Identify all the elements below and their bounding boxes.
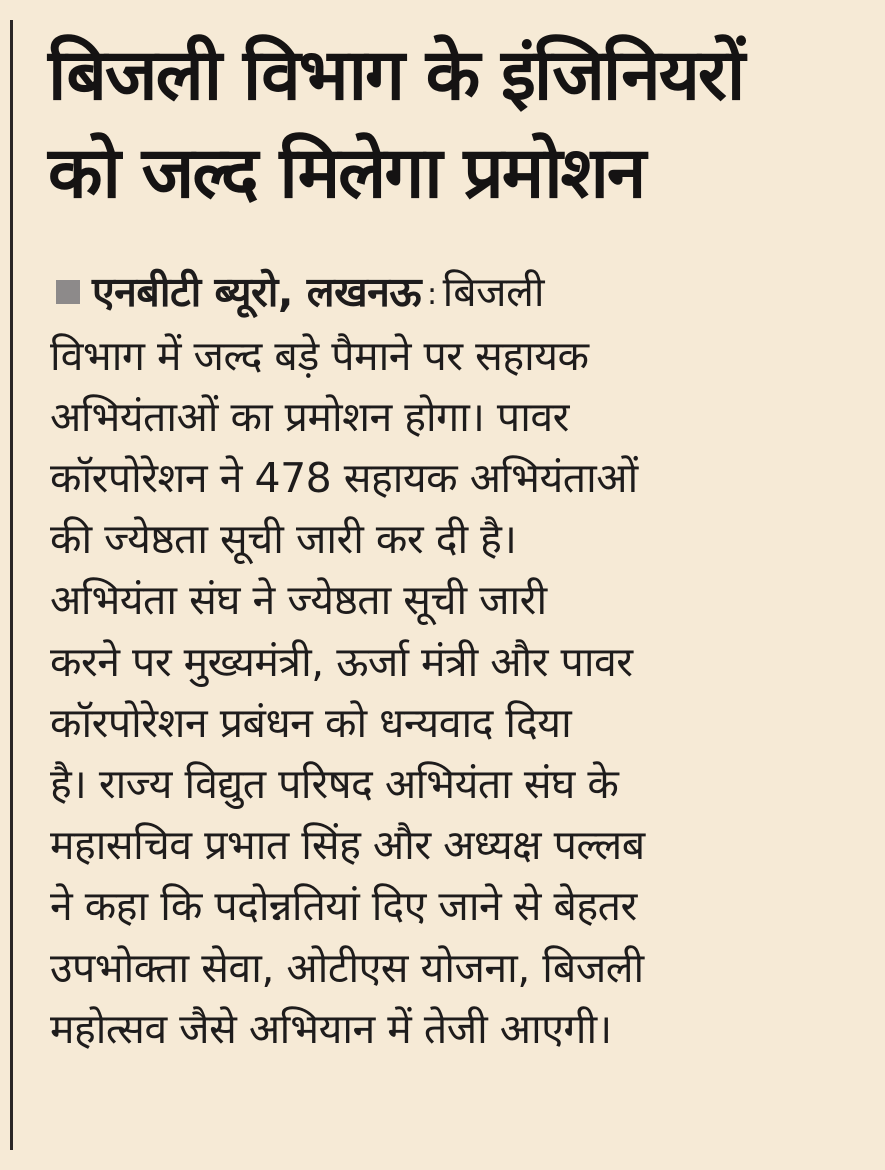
headline-line-1: बिजली विभाग के इंजिनियरों bbox=[48, 33, 744, 116]
bullet-square-icon bbox=[56, 280, 80, 304]
headline bbox=[48, 26, 878, 222]
article-line-10: महासचिव प्रभात सिंह और अध्यक्ष पल्लब bbox=[50, 821, 645, 870]
article-line-5: की ज्येष्ठता सूची जारी कर दी है। bbox=[50, 515, 517, 564]
article-line-1 bbox=[50, 262, 880, 326]
article-line-3: अभियंताओं का प्रमोशन होगा। पावर bbox=[50, 392, 569, 441]
article-line-2: विभाग में जल्द बड़े पैमाने पर सहायक bbox=[50, 331, 589, 380]
dateline-separator: : bbox=[427, 277, 437, 313]
article-line-7: करने पर मुख्यमंत्री, ऊर्जा मंत्री और पावर bbox=[50, 637, 633, 686]
article-text: बिजली bbox=[442, 268, 545, 316]
article-line-8: कॉरपोरेशन प्रबंधन को धन्यवाद दिया bbox=[50, 698, 572, 747]
article-line-9: है। राज्य विद्युत परिषद अभियंता संघ के bbox=[50, 760, 619, 809]
byline: एनबीटी ब्यूरो, लखनऊ bbox=[92, 268, 422, 316]
article-body bbox=[50, 262, 880, 1060]
article-line-4: कॉरपोरेशन ने 478 सहायक अभियंताओं bbox=[50, 454, 638, 502]
article-line-13: महोत्सव जैसे अभियान में तेजी आएगी। bbox=[50, 1004, 612, 1053]
article-line-11: ने कहा कि पदोन्नतियां दिए जाने से बेहतर bbox=[50, 882, 637, 931]
article-line-6: अभियंता संघ ने ज्येष्ठता सूची जारी bbox=[50, 576, 547, 625]
column-rule bbox=[10, 20, 13, 1150]
headline-line-2: को जल्द मिलेगा प्रमोशन bbox=[48, 131, 645, 214]
article-line-12: उपभोक्ता सेवा, ओटीएस योजना, बिजली bbox=[50, 943, 644, 992]
